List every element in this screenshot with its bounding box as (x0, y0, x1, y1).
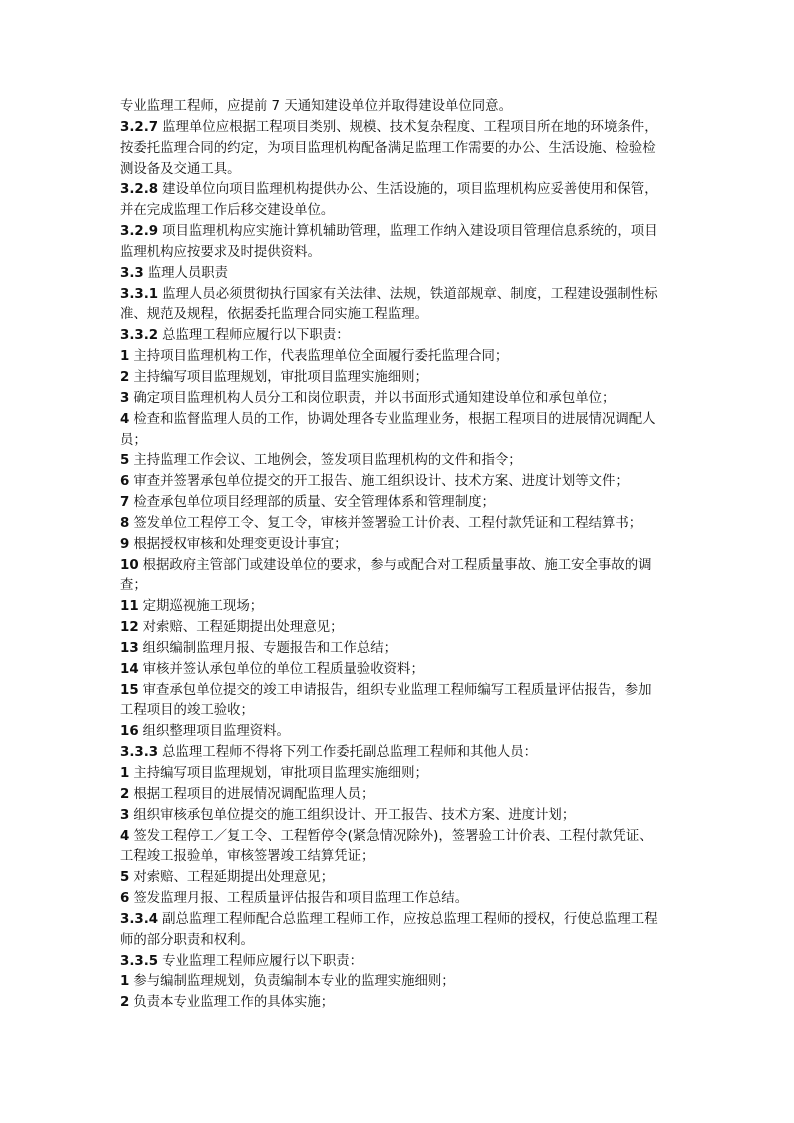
text-line (120, 681, 685, 702)
section-number: 6 (120, 474, 130, 490)
section-number: 3.3.3 (120, 745, 159, 761)
line-text: 确定项目监理机构人员分工和岗位职责，并以书面形式通知建设单位和承包单位； (133, 390, 616, 406)
section-number: 3 (120, 390, 130, 406)
line-text: 审查并签署承包单位提交的开工报告、施工组织设计、技术方案、进度计划等文件； (133, 474, 629, 490)
text-line (120, 806, 685, 827)
section-number: 3.3 (120, 265, 144, 281)
text-line (120, 285, 685, 306)
line-text: 专业监理工程师应履行以下职责： (162, 953, 363, 969)
line-text: 项目监理机构应实施计算机辅助管理，监理工作纳入建设项目管理信息系统的，项目 (162, 224, 658, 240)
text-line (120, 618, 685, 639)
text-line (120, 701, 685, 722)
section-number: 14 (120, 661, 139, 677)
section-number: 13 (120, 640, 139, 656)
line-text: 总监理工程师不得将下列工作委托副总监理工程师和其他人员： (162, 745, 538, 761)
section-number: 2 (120, 786, 130, 802)
text-line (120, 180, 685, 201)
text-line (120, 97, 685, 118)
section-number: 7 (120, 495, 130, 511)
text-line (120, 535, 685, 556)
line-text: 检查承包单位项目经理部的质量、安全管理体系和管理制度； (133, 495, 495, 511)
line-text: 并在完成监理工作后移交建设单位。 (120, 203, 335, 219)
line-text: 组织编制监理月报、专题报告和工作总结； (142, 640, 398, 656)
section-number: 10 (120, 557, 139, 573)
text-line (120, 139, 685, 160)
section-number: 2 (120, 995, 130, 1011)
line-text: 监理人员必须贯彻执行国家有关法律、法规，铁道部规章、制度，工程建设强制性标 (162, 286, 658, 302)
text-line (120, 118, 685, 139)
line-text: 总监理工程师应履行以下职责： (162, 328, 350, 344)
line-text: 测设备及交通工具。 (120, 161, 241, 177)
section-number: 3.2.7 (120, 119, 159, 135)
text-line (120, 556, 685, 577)
text-line (120, 493, 685, 514)
line-text: 查； (120, 578, 147, 594)
section-number: 3.3.4 (120, 911, 159, 927)
line-text: 主持监理工作会议、工地例会，签发项目监理机构的文件和指令； (133, 453, 522, 469)
line-text: 主持编写项目监理规划，审批项目监理实施细则； (133, 369, 428, 385)
line-text: 签发工程停工／复工令、工程暂停令(紧急情况除外)，签署验工计价表、工程付款凭证、 (133, 828, 653, 844)
text-line (120, 993, 685, 1014)
section-number: 3.2.9 (120, 224, 159, 240)
text-line (120, 264, 685, 285)
section-number: 12 (120, 620, 139, 636)
line-text: 对索赔、工程延期提出处理意见； (142, 620, 344, 636)
section-number: 5 (120, 453, 130, 469)
line-text: 检查和监督监理人员的工作，协调处理各专业监理业务，根据工程项目的进展情况调配人 (133, 411, 656, 427)
text-line (120, 597, 685, 618)
line-text: 师的部分职责和权利。 (120, 932, 254, 948)
line-text: 对索赔、工程延期提出处理意见； (133, 870, 335, 886)
section-number: 15 (120, 682, 139, 698)
document-body (120, 97, 685, 1014)
text-line (120, 785, 685, 806)
text-line (120, 827, 685, 848)
section-number: 1 (120, 766, 130, 781)
text-line (120, 451, 685, 472)
text-line (120, 868, 685, 889)
line-text: 工程竣工报验单，审核签署竣工结算凭证； (120, 849, 375, 865)
section-number: 6 (120, 891, 130, 907)
section-number: 4 (120, 411, 130, 427)
line-text: 主持编写项目监理规划，审批项目监理实施细则； (133, 766, 428, 781)
line-text: 负责本专业监理工作的具体实施； (133, 995, 335, 1011)
text-line (120, 410, 685, 431)
line-text: 审查承包单位提交的竣工申请报告，组织专业监理工程师编写工程质量评估报告，参加 (142, 682, 652, 698)
section-number: 3.3.1 (120, 286, 159, 302)
line-text: 建设单位向项目监理机构提供办公、生活设施的，项目监理机构应妥善使用和保管， (162, 182, 658, 198)
text-line (120, 201, 685, 222)
line-text: 定期巡视施工现场； (142, 599, 264, 615)
line-text: 根据授权审核和处理变更设计事宜； (133, 536, 348, 552)
text-line (120, 722, 685, 743)
text-line (120, 368, 685, 389)
text-line (120, 472, 685, 493)
section-number: 3.3.5 (120, 953, 159, 969)
section-number: 16 (120, 724, 139, 740)
text-line (120, 972, 685, 993)
text-line (120, 160, 685, 181)
line-text: 签发监理月报、工程质量评估报告和项目监理工作总结。 (133, 891, 469, 907)
line-text: 监理机构应按要求及时提供资料。 (120, 244, 321, 260)
text-line (120, 222, 685, 243)
section-number: 1 (120, 974, 130, 990)
section-number: 3.3.2 (120, 328, 159, 344)
text-line (120, 243, 685, 264)
section-number: 3 (120, 807, 130, 823)
text-line (120, 910, 685, 931)
line-text: 审核并签认承包单位的单位工程质量验收资料； (142, 661, 424, 677)
text-line (120, 660, 685, 681)
text-line (120, 639, 685, 660)
line-text: 根据工程项目的进展情况调配监理人员； (133, 786, 375, 802)
text-line (120, 347, 685, 368)
line-text: 副总监理工程师配合总监理工程师工作，应按总监理工程师的授权，行使总监理工程 (162, 911, 658, 927)
text-line (120, 576, 685, 597)
line-text: 主持项目监理机构工作，代表监理单位全面履行委托监理合同； (133, 349, 509, 365)
text-line (120, 305, 685, 326)
text-line (120, 764, 685, 785)
line-text: 专业监理工程师，应提前 7 天通知建设单位并取得建设单位同意。 (120, 99, 512, 114)
line-text: 准、规范及规程，依据委托监理合同实施工程监理。 (120, 307, 428, 323)
line-text: 参与编制监理规划，负责编制本专业的监理实施细则； (133, 974, 455, 990)
line-text: 组织整理项目监理资料。 (142, 724, 290, 740)
text-line (120, 389, 685, 410)
section-number: 2 (120, 369, 130, 385)
text-line (120, 743, 685, 764)
section-number: 3.2.8 (120, 182, 159, 198)
text-line (120, 514, 685, 535)
text-line (120, 931, 685, 952)
text-line (120, 889, 685, 910)
section-number: 1 (120, 349, 130, 365)
line-text: 员； (120, 432, 147, 448)
text-line (120, 952, 685, 973)
section-number: 11 (120, 599, 139, 615)
line-text: 工程项目的竣工验收； (120, 703, 254, 719)
section-number: 8 (120, 515, 130, 531)
section-number: 9 (120, 536, 130, 552)
section-number: 4 (120, 828, 130, 844)
line-text: 监理人员职责 (147, 265, 229, 281)
section-number: 5 (120, 870, 130, 886)
line-text: 签发单位工程停工令、复工令，审核并签署验工计价表、工程付款凭证和工程结算书； (133, 515, 643, 531)
text-line (120, 847, 685, 868)
line-text: 根据政府主管部门或建设单位的要求，参与或配合对工程质量事故、施工安全事故的调 (142, 557, 652, 573)
line-text: 组织审核承包单位提交的施工组织设计、开工报告、技术方案、进度计划； (133, 807, 576, 823)
text-line (120, 431, 685, 452)
line-text: 按委托监理合同的约定，为项目监理机构配备满足监理工作需要的办公、生活设施、检验检 (120, 140, 656, 156)
text-line (120, 326, 685, 347)
line-text: 监理单位应根据工程项目类别、规模、技术复杂程度、工程项目所在地的环境条件， (162, 119, 658, 135)
